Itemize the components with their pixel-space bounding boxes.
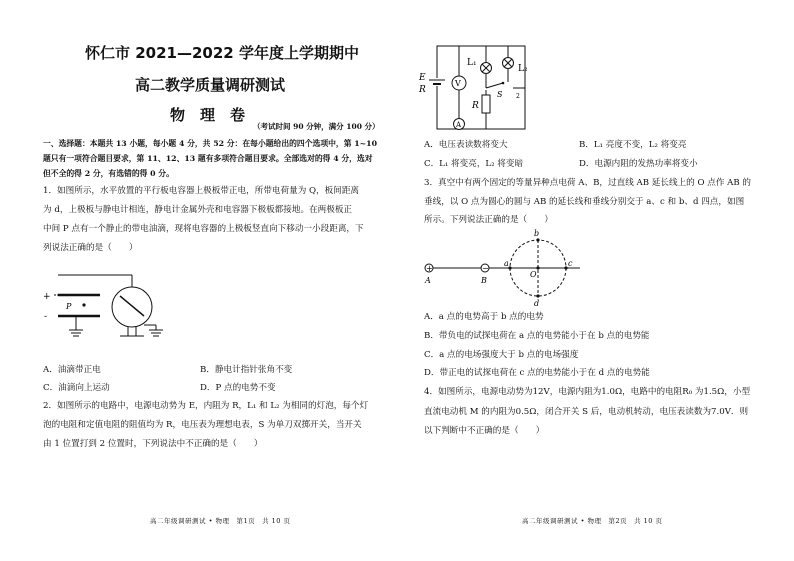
- question-4-line: 以下判断中不正确的是（ ）: [424, 426, 545, 436]
- point-d-label: d: [534, 299, 540, 308]
- question-2-line: 2．如图所示的电路中，电源电动势为 E，内阻为 R，L₁ 和 L₂ 为相同的灯泡，每个灯: [43, 401, 369, 411]
- section-intro-line: 但不全的得 2 分，有选错的得 0 分。: [43, 169, 174, 178]
- question-3-line: 3．真空中有两个固定的等量异种点电荷 A、B，过直线 AB 延长线上的 O 点作 AB 的: [424, 178, 752, 188]
- right-page: [397, 0, 794, 561]
- point-b-label: b: [534, 229, 540, 238]
- q3-option-d[interactable]: D．带正电的试探电荷在 c 点的电势能小于在 d 点的电势能: [424, 368, 650, 378]
- lamp-l2-label: L₂: [518, 64, 528, 74]
- page-footer: 高二年级调研测试 • 物理 第2页 共 10 页: [522, 517, 663, 525]
- lamp-l1-label: L₁: [467, 58, 477, 68]
- q1-option-d[interactable]: D．P 点的电势不变: [200, 383, 276, 393]
- charge-b-label: B: [481, 276, 487, 285]
- voltmeter-label: V: [455, 79, 461, 88]
- q2-option-d[interactable]: D．电源内阻的发热功率将变小: [579, 159, 698, 169]
- q3-option-c[interactable]: C．a 点的电场强度大于 b 点的电场强度: [424, 350, 579, 360]
- question-4-line: 4．如图所示，电源电动势为12V，电源内阻为1.0Ω，电路中的电阻R₀ 为1.5Ω，小型: [424, 387, 751, 397]
- question-1-line: 列说法正确的是（ ）: [43, 243, 138, 253]
- question-2-line: 由 1 位置打到 2 位置时，下列说法中不正确的是（ ）: [43, 439, 263, 449]
- exam-note: （考试时间 90 分钟，满分 100 分）: [253, 122, 380, 131]
- question-1-line: 为 d，上极板与静电计相连，静电计金属外壳和电容器下极板都接地。在两极板正: [43, 205, 353, 215]
- minus-sign: -: [44, 312, 48, 322]
- question-1-line: 1．如图所示，水平放置的平行板电容器上极板带正电，所带电荷量为 Q，板间距离: [43, 186, 360, 196]
- page-footer: 高二年级调研测试 • 物理 第1页 共 10 页: [150, 517, 291, 525]
- section-intro-line: 一、选择题：本题共 13 小题，每小题 4 分，共 52 分：在每小题给出的四个选项中，第 1~10: [43, 139, 378, 148]
- point-charge-figure: [422, 228, 587, 308]
- emf-label: E: [419, 73, 426, 83]
- question-2-line: 泡的电阻和定值电阻的阻值均为 R，电压表为理想电表，S 为单刀双掷开关，当开关: [43, 420, 362, 430]
- question-1-line: 中间 P 点有一个静止的带电油滴，现将电容器的上极板竖直向下移动一小段距离，下: [43, 224, 364, 234]
- resistor-label: R: [472, 101, 479, 111]
- q3-option-a[interactable]: A．a 点的电势高于 b 点的电势: [424, 312, 544, 322]
- point-a-label: a: [504, 259, 509, 268]
- charge-a-sign: +: [426, 264, 433, 273]
- q3-option-b[interactable]: B．带负电的试探电荷在 a 点的电势能小于在 b 点的电势能: [424, 331, 650, 341]
- internal-resistance-label: R: [419, 85, 426, 95]
- q1-option-c[interactable]: C．油滴向上运动: [43, 383, 110, 393]
- q1-option-b[interactable]: B．静电计指针张角不变: [200, 365, 293, 375]
- q1-option-a[interactable]: A．油滴带正电: [43, 365, 101, 375]
- exam-title: 怀仁市 2021—2022 学年度上学期期中: [85, 44, 359, 62]
- subject-title: 物 理 卷: [170, 106, 246, 124]
- question-4-line: 直流电动机 M 的内阻为0.5Ω，闭合开关 S 后，电动机转动，电压表读数为7.0V．则: [424, 407, 749, 417]
- point-o-label: O: [530, 270, 537, 279]
- switch-label: S: [497, 90, 503, 99]
- capacitor-electrometer-figure: [40, 270, 180, 350]
- switch-position-2: 2: [516, 93, 520, 100]
- q2-option-a[interactable]: A．电压表读数将变大: [424, 140, 508, 150]
- q2-option-c[interactable]: C．L₁ 将变亮，L₂ 将变暗: [424, 159, 524, 169]
- point-c-label: c: [568, 259, 573, 268]
- point-p-label: P: [66, 302, 72, 311]
- ammeter-label: A: [456, 121, 462, 129]
- question-3-line: 垂线，以 O 点为圆心的圆与 AB 的延长线和垂线分别交于 a、c 和 b、d 四点，如图: [424, 197, 745, 207]
- circuit-figure: [417, 40, 547, 135]
- section-intro-line: 题只有一项符合题目要求，第 11、12、13 题有多项符合题目要求。全部选对的得 4 分，选对: [43, 154, 373, 163]
- question-3-line: 所示。下列说法正确的是（ ）: [424, 215, 553, 225]
- charge-b-sign: −: [482, 264, 489, 273]
- q2-option-b[interactable]: B．L₁ 亮度不变，L₂ 将变亮: [579, 140, 687, 150]
- plus-sign: +: [43, 292, 51, 302]
- exam-subtitle: 高二教学质量调研测试: [135, 76, 286, 94]
- charge-a-label: A: [425, 276, 431, 285]
